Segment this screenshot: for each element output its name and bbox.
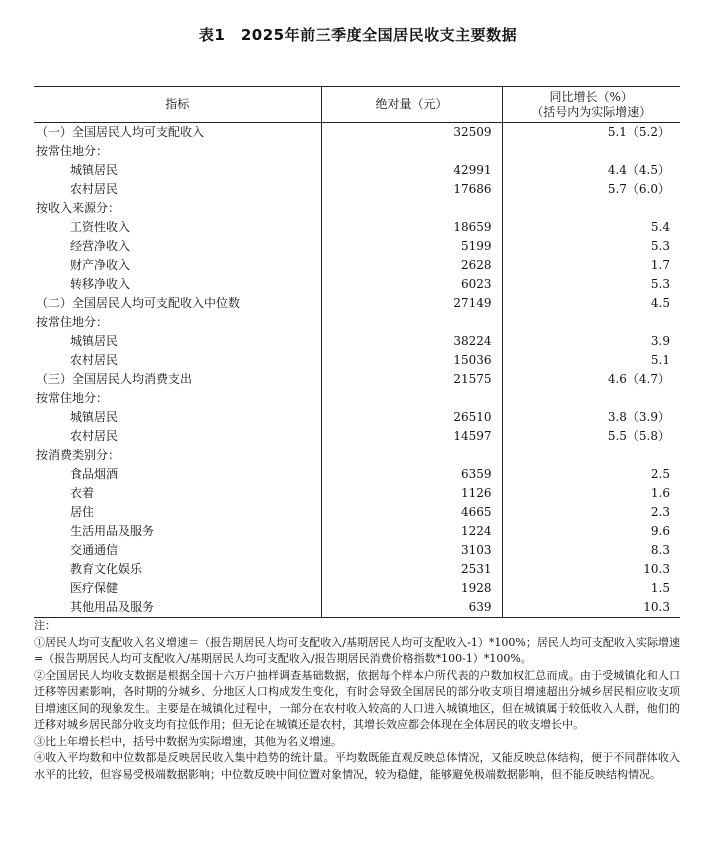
row-growth: 5.1（5.2） (502, 123, 680, 143)
note-2: ②全国居民人均收支数据是根据全国十六万户抽样调查基础数据，依据每个样本户所代表的户数加权汇总而成。由于受城镇化和人口迁移等因素影响，各时期的分城乡、分地区人口构成发生变化，有时会导致全国居民的部分收支项目增速超出分城乡居民相应收支项目增速区间的现象发生。主要是在城镇化过程中，一部分在农村收入较高的人口进入城镇地区，但在城镇属于较低收入人群，他们的迁移对城乡居民部分收支均有拉低作用；但无论在城镇还是农村，其增长效应都会体现在全体居民的收支增长中。 (34, 668, 680, 731)
table-row (34, 598, 680, 618)
row-growth: 8.3 (502, 541, 680, 560)
row-amount: 42991 (321, 161, 502, 180)
row-amount: 21575 (321, 370, 502, 389)
row-amount (321, 446, 502, 465)
table-row (34, 256, 680, 275)
row-label: 农村居民 (70, 429, 119, 443)
table-row (34, 560, 680, 579)
table-row (34, 199, 680, 218)
row-label: 按消费类别分： (36, 448, 121, 462)
row-growth: 10.3 (502, 560, 680, 579)
row-amount (321, 313, 502, 332)
row-label: 城镇居民 (70, 163, 119, 177)
table-row (34, 370, 680, 389)
data-table-container (34, 86, 680, 618)
row-label: 医疗保健 (70, 581, 119, 595)
note-3: ③比上年增长栏中，括号中数据为实际增速，其他为名义增速。 (34, 734, 342, 748)
row-label: 生活用品及服务 (70, 524, 155, 538)
table-row (34, 313, 680, 332)
table-row (34, 332, 680, 351)
row-growth: 5.4 (502, 218, 680, 237)
table-row (34, 541, 680, 560)
row-amount: 15036 (321, 351, 502, 370)
table-row (34, 465, 680, 484)
table-row (34, 351, 680, 370)
table-row (34, 294, 680, 313)
row-growth: 4.5 (502, 294, 680, 313)
row-amount: 6023 (321, 275, 502, 294)
row-label: 农村居民 (70, 182, 119, 196)
table-row (34, 275, 680, 294)
row-label: 居住 (70, 505, 95, 519)
table-row (34, 408, 680, 427)
table-row (34, 522, 680, 541)
table-row (34, 427, 680, 446)
row-amount: 5199 (321, 237, 502, 256)
row-growth: 5.5（5.8） (502, 427, 680, 446)
row-growth: 4.6（4.7） (502, 370, 680, 389)
row-amount: 3103 (321, 541, 502, 560)
row-growth: 1.7 (502, 256, 680, 275)
row-amount: 6359 (321, 465, 502, 484)
table-row (34, 484, 680, 503)
row-amount: 2628 (321, 256, 502, 275)
row-growth (502, 313, 680, 332)
row-amount: 27149 (321, 294, 502, 313)
row-amount (321, 142, 502, 161)
table-row (34, 389, 680, 408)
row-label: 教育文化娱乐 (70, 562, 143, 576)
table-row (34, 237, 680, 256)
row-growth (502, 446, 680, 465)
header-growth-line1: 同比增长（%） (549, 89, 633, 104)
row-amount: 1126 (321, 484, 502, 503)
row-amount: 1928 (321, 579, 502, 598)
header-growth-line2: （括号内为实际增速） (531, 104, 652, 119)
table-row (34, 180, 680, 199)
row-label: 经营净收入 (70, 239, 131, 253)
row-amount: 4665 (321, 503, 502, 522)
row-growth (502, 389, 680, 408)
row-growth: 5.1 (502, 351, 680, 370)
row-label: 城镇居民 (70, 410, 119, 424)
row-growth: 4.4（4.5） (502, 161, 680, 180)
row-growth: 1.5 (502, 579, 680, 598)
table-row (34, 579, 680, 598)
row-label: 衣着 (70, 486, 95, 500)
row-label: （三）全国居民人均消费支出 (36, 372, 193, 386)
table-row (34, 123, 680, 143)
row-growth (502, 142, 680, 161)
table-row (34, 161, 680, 180)
row-amount: 639 (321, 598, 502, 618)
row-growth: 2.5 (502, 465, 680, 484)
row-label: 城镇居民 (70, 334, 119, 348)
note-4: ④收入平均数和中位数都是反映居民收入集中趋势的统计量。平均数既能直观反映总体情况，又能反映总体结构，便于不同群体收入水平的比较，但容易受极端数据影响；中位数反映中间位置对象情况，较为稳健，能够避免极端数据影响，但不能反映结构情况。 (34, 751, 680, 781)
row-label: （二）全国居民人均可支配收入中位数 (36, 296, 241, 310)
row-growth: 10.3 (502, 598, 680, 618)
row-amount: 18659 (321, 218, 502, 237)
row-growth: 5.3 (502, 237, 680, 256)
header-growth (502, 87, 680, 123)
row-label: 交通通信 (70, 543, 119, 557)
row-amount: 26510 (321, 408, 502, 427)
notes-label: 注： (34, 619, 56, 632)
table-row (34, 142, 680, 161)
row-label: 财产净收入 (70, 258, 131, 272)
table-title: 表1 2025年前三季度全国居民收支主要数据 (198, 26, 518, 44)
row-label: 农村居民 (70, 353, 119, 367)
header-amount: 绝对量（元） (321, 87, 502, 123)
table-row (34, 218, 680, 237)
row-growth: 5.3 (502, 275, 680, 294)
row-label: 工资性收入 (70, 220, 131, 234)
row-growth: 3.8（3.9） (502, 408, 680, 427)
note-1: ①居民人均可支配收入名义增速＝（报告期居民人均可支配收入/基期居民人均可支配收入-1）*100%；居民人均可支配收入实际增速=（报告期居民人均可支配收入/基期居民人均可支配收入/报告期居民消费价格指数*100-1）*100%。 (34, 635, 680, 665)
row-amount: 1224 (321, 522, 502, 541)
row-growth: 5.7（6.0） (502, 180, 680, 199)
notes-section (34, 618, 680, 783)
row-amount: 14597 (321, 427, 502, 446)
row-amount (321, 389, 502, 408)
table-header-row (34, 87, 680, 123)
row-amount (321, 199, 502, 218)
data-table (34, 86, 680, 618)
row-growth: 1.6 (502, 484, 680, 503)
table-row (34, 446, 680, 465)
table-body (34, 123, 680, 618)
row-label: 按收入来源分： (36, 201, 121, 215)
row-label: 按常住地分： (36, 391, 109, 405)
row-label: 其他用品及服务 (34, 598, 321, 618)
row-label: （一）全国居民人均可支配收入 (36, 125, 205, 139)
row-amount: 17686 (321, 180, 502, 199)
row-growth: 9.6 (502, 522, 680, 541)
row-label: 按常住地分： (36, 315, 109, 329)
row-label: 食品烟酒 (70, 467, 119, 481)
row-label: 按常住地分： (36, 144, 109, 158)
row-amount: 32509 (321, 123, 502, 143)
table-row (34, 503, 680, 522)
row-amount: 38224 (321, 332, 502, 351)
row-growth: 2.3 (502, 503, 680, 522)
row-amount: 2531 (321, 560, 502, 579)
row-growth: 3.9 (502, 332, 680, 351)
row-growth (502, 199, 680, 218)
header-indicator: 指标 (34, 87, 321, 123)
row-label: 转移净收入 (70, 277, 131, 291)
